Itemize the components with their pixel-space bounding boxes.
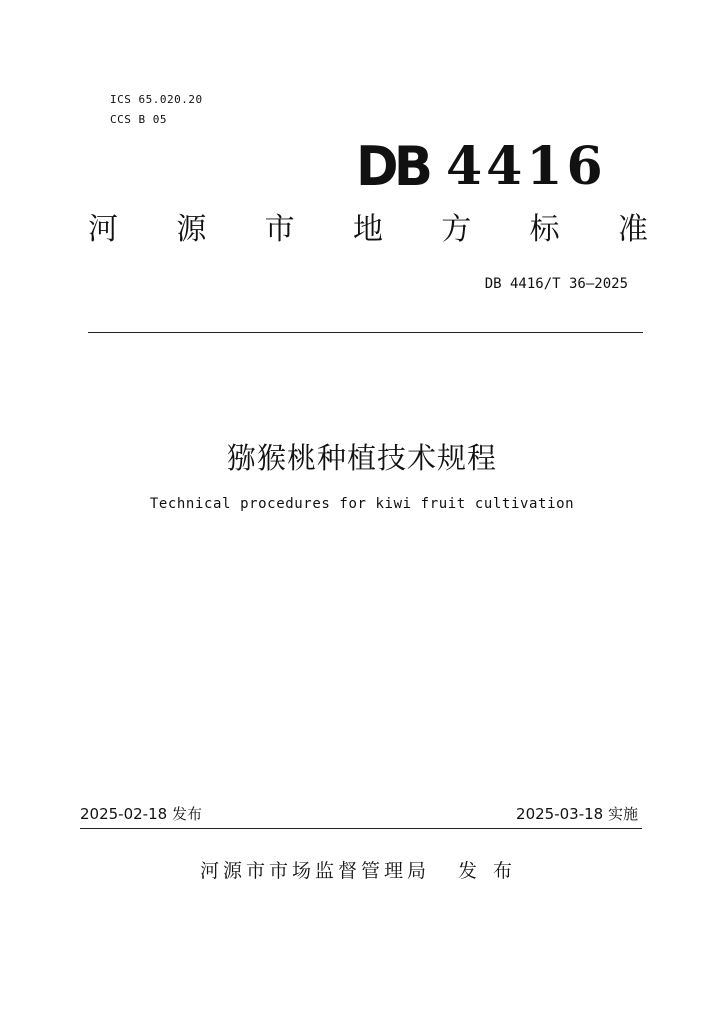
- standard-type-char: 源: [176, 212, 207, 247]
- standard-type-char: 河: [88, 212, 118, 247]
- standard-type-char: 市: [264, 212, 295, 247]
- issue-label: 发布: [458, 860, 529, 882]
- standard-number: DB 4416/T 36—2025: [484, 276, 628, 292]
- document-subtitle-english: Technical procedures for kiwi fruit cultivation: [149, 496, 575, 512]
- classification-codes: [110, 90, 203, 130]
- db-logo-number: 4416: [445, 136, 607, 197]
- header-divider: [88, 332, 643, 333]
- issue-date: 2025-02-18 发布: [80, 805, 202, 823]
- document-title: 猕猴桃种植技术规程: [226, 441, 497, 475]
- issuer-name: 河源市市场监督管理局: [200, 860, 431, 882]
- standard-type-char: 准: [617, 212, 648, 247]
- db-logo-letters: DB: [356, 135, 429, 198]
- ics-code: ICS 65.020.20: [110, 93, 203, 106]
- db-standard-logo: [356, 134, 607, 198]
- standard-type-heading: [88, 204, 648, 248]
- standard-type-char: 标: [529, 212, 560, 247]
- issuing-authority: [200, 856, 528, 883]
- ccs-code: CCS B 05: [110, 113, 167, 126]
- standard-type-char: 方: [441, 212, 472, 247]
- footer-divider: [80, 828, 642, 829]
- implementation-date: 2025-03-18 实施: [516, 805, 638, 823]
- standard-type-char: 地: [352, 212, 383, 247]
